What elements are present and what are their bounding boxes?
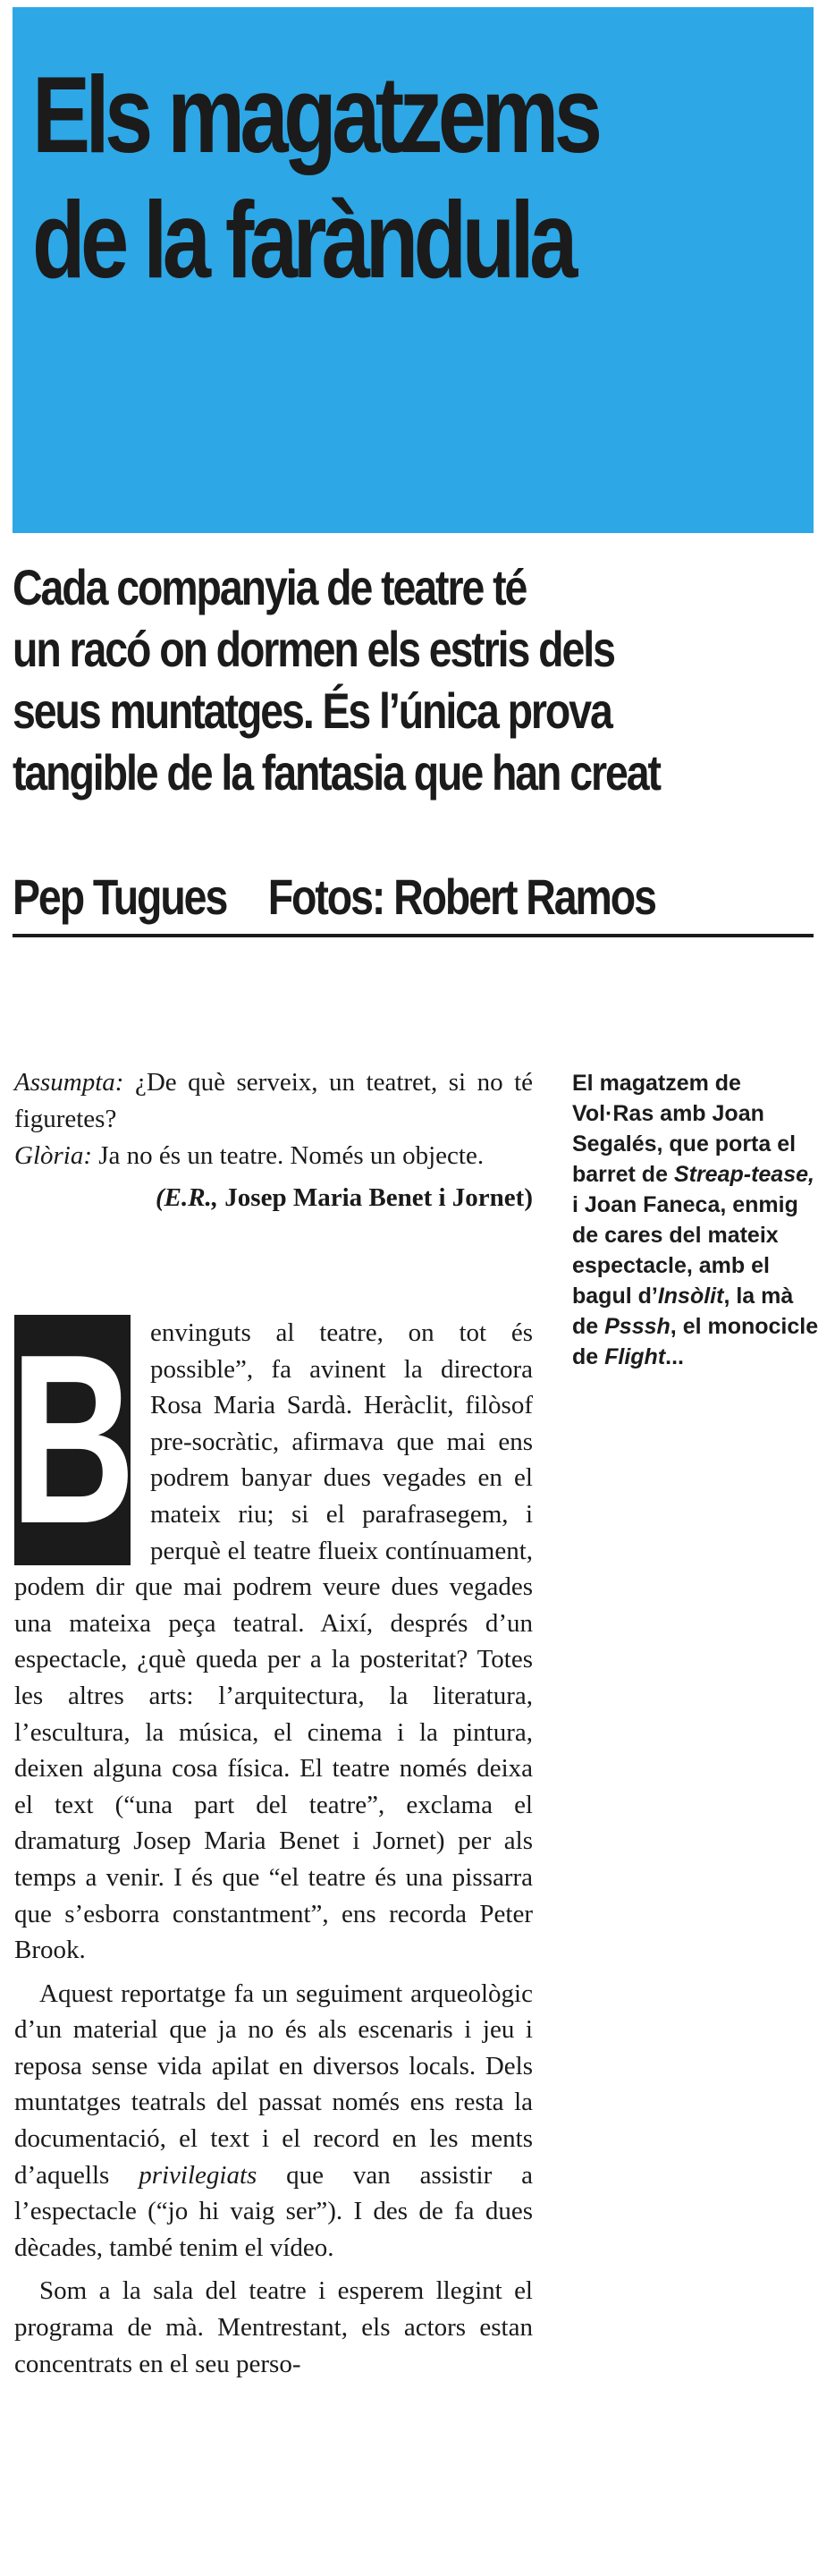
epigraph-line-2 xyxy=(14,1138,533,1174)
paragraph-1 xyxy=(9,1305,533,1969)
drop-cap-letter: B xyxy=(9,1305,136,1574)
epigraph-work: (E.R., xyxy=(155,1183,219,1212)
paragraph-2-text: Aquest reportatge fa un seguiment arqueològic d’un material que ja no és als escenaris i jeu i reposa sense vida apilat en diversos locals. Dels muntatges teatrals del passat només ens resta la documentació, el text i el record en les ments d’aquells xyxy=(14,1979,533,2190)
title-banner xyxy=(13,7,814,533)
epigraph-author: Josep Maria Benet i Jornet) xyxy=(218,1183,533,1212)
article-body xyxy=(9,1305,533,2382)
author-name: Pep Tugues xyxy=(13,869,227,925)
caption-text: i Joan Faneca, enmig de cares del mateix espectacle, amb el bagul d’ xyxy=(572,1192,798,1309)
paragraph-3-text: Som a la sala del teatre i esperem llegint el programa de mà. Mentrestant, els actors estan concentrats en el seu perso- xyxy=(14,2276,533,2378)
caption-work-title: Flight xyxy=(604,1344,666,1369)
title-line-1: Els magatzems xyxy=(32,54,598,175)
photo-caption xyxy=(572,1068,822,1372)
caption-text: El magatzem de Vol·Ras amb Joan Segalés, que porta el barret de xyxy=(572,1071,797,1187)
epigraph-speaker-2: Glòria: xyxy=(14,1141,92,1170)
caption-text: , el monocicle de xyxy=(572,1314,819,1369)
caption-text: ... xyxy=(665,1344,684,1369)
paragraph-2-text: que van assistir a l’espectacle (“jo hi vaig ser”). I des de fa dues dècades, també tenim el vídeo. xyxy=(14,2160,533,2262)
paragraph-2 xyxy=(14,1976,533,2267)
caption-work-title: Psssh xyxy=(604,1314,671,1339)
paragraph-1-text: envinguts al teatre, on tot és possible”, fa avinent la directora Rosa Maria Sardà. Heràclit, filòsof pre-socràtic, afirmava que mai ens podrem banyar dues vegades en el mateix riu; si el parafrasegem, i perquè el teatre flueix contínuament, podem dir que mai podrem veure dues vegades una mateixa peça teatral. Així, després d’un espectacle, ¿què queda per a la posteritat? Totes les altres arts: l’arquitectura, la literatura, l’escultura, la música, el cinema i la pintura, deixen alguna cosa física. El teatre només deixa el text (“una part del teatre”, exclama el dramaturg Josep Maria Benet i Jornet) per als temps a venir. I és que “el teatre és una pissarra que s’esborra constantment”, ens recorda Peter Brook. xyxy=(14,1318,533,1965)
caption-work-title: Insòlit xyxy=(657,1284,724,1309)
subheading xyxy=(13,556,814,803)
drop-cap xyxy=(9,1305,136,1574)
paragraph-3 xyxy=(14,2273,533,2382)
paragraph-2-emphasis: privilegiats xyxy=(139,2160,257,2190)
photo-credit: Fotos: Robert Ramos xyxy=(267,869,655,925)
epigraph-text-1: ¿De què serveix, un teatret, si no té figuretes? xyxy=(14,1068,533,1133)
article-title xyxy=(32,52,647,302)
subheading-line-4: tangible de la fantasia que han creat xyxy=(13,744,660,801)
epigraph-text-2: Ja no és un teatre. Només un objecte. xyxy=(92,1141,485,1170)
caption-work-title: Streap-tease, xyxy=(673,1162,814,1187)
subheading-line-1: Cada companyia de teatre té xyxy=(13,559,527,615)
subheading-line-2: un racó on dormen els estris dels xyxy=(13,621,614,677)
subheading-line-3: seus muntatges. És l’única prova xyxy=(13,682,611,739)
caption-text: , la mà de xyxy=(572,1284,794,1339)
byline xyxy=(13,866,814,937)
epigraph xyxy=(14,1064,533,1216)
epigraph-line-1 xyxy=(14,1064,533,1138)
epigraph-speaker-1: Assumpta: xyxy=(14,1068,124,1097)
epigraph-attribution xyxy=(14,1180,533,1216)
title-line-2: de la faràndula xyxy=(32,179,573,301)
